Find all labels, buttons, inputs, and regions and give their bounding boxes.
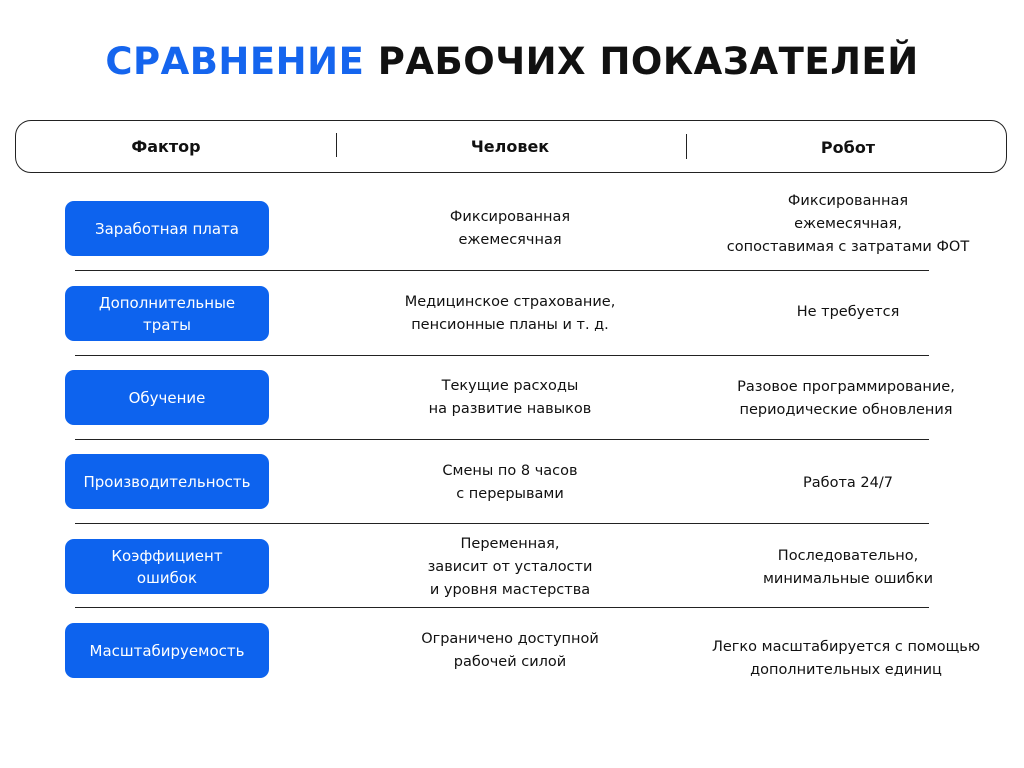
human-cell: Ограничено доступной рабочей силой	[421, 631, 599, 670]
header-divider	[686, 134, 687, 159]
factor-pill: Заработная плата	[65, 201, 269, 256]
row-separator	[75, 607, 929, 608]
header-robot: Робот	[820, 138, 876, 157]
header-factor: Фактор	[131, 137, 201, 156]
row-separator	[75, 523, 929, 524]
robot-cell: Разовое программирование, периодические обновления	[737, 379, 955, 418]
factor-pill: Коэффициент ошибок	[65, 539, 269, 594]
title-accent: СРАВНЕНИЕ	[105, 40, 365, 83]
header-human: Человек	[470, 137, 550, 156]
human-cell: Медицинское страхование, пенсионные планы и т. д.	[404, 294, 616, 333]
header-divider	[336, 133, 337, 157]
robot-cell: Легко масштабируется с помощью дополнительных единиц	[711, 639, 981, 678]
factor-pill: Дополнительные траты	[65, 286, 269, 341]
human-cell: Фиксированная ежемесячная	[449, 209, 571, 248]
page-title	[0, 36, 1024, 88]
robot-cell: Работа 24/7	[803, 475, 893, 491]
row-separator	[75, 355, 929, 356]
factor-pill: Масштабируемость	[65, 623, 269, 678]
robot-cell: Фиксированная ежемесячная, сопоставимая с затратами ФОТ	[726, 193, 970, 255]
factor-pill: Производительность	[65, 454, 269, 509]
human-cell: Смены по 8 часов с перерывами	[442, 463, 578, 502]
robot-cell: Последовательно, минимальные ошибки	[762, 548, 934, 587]
factor-pill: Обучение	[65, 370, 269, 425]
title-rest: РАБОЧИХ ПОКАЗАТЕЛЕЙ	[377, 40, 919, 83]
row-separator	[75, 270, 929, 271]
human-cell: Текущие расходы на развитие навыков	[428, 378, 592, 417]
robot-cell: Не требуется	[796, 304, 900, 320]
human-cell: Переменная, зависит от усталости и уровня мастерства	[427, 536, 593, 598]
row-separator	[75, 439, 929, 440]
